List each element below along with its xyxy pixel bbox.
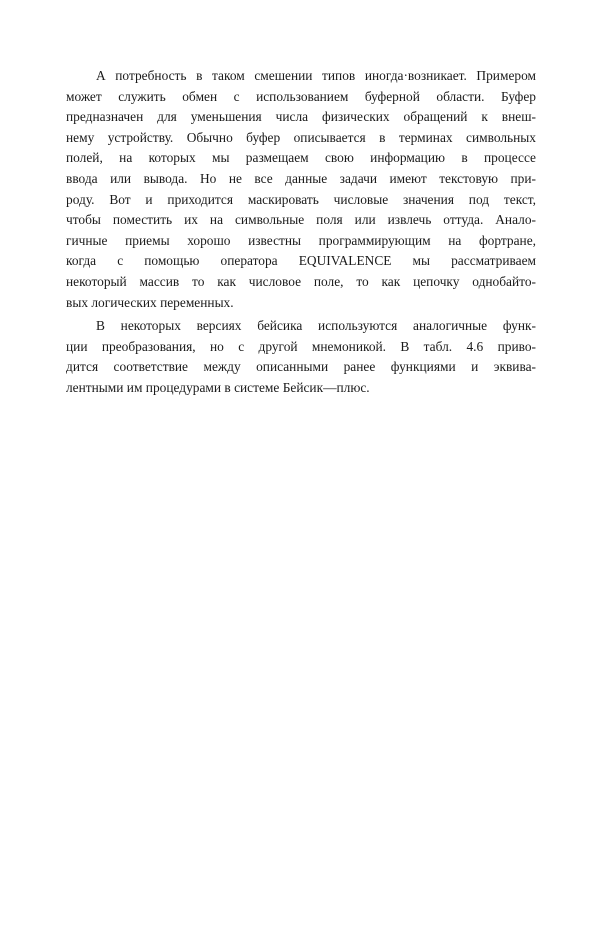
text-line: В некоторых версиях бейсика используются аналогичные функ- [96,318,536,334]
text-line: полей, на которых мы размещаем свою информацию в процессе [66,150,536,166]
paragraph-2 [66,316,536,398]
text-line: лентными им процедурами в системе Бейсик—плюс. [66,379,370,395]
text-line: ввода или вывода. Но не все данные задачи имеют текстовую при- [66,170,536,186]
paragraph-1 [66,66,536,313]
text-line: вых логических переменных. [66,294,234,310]
document-page [66,66,536,399]
text-line: предназначен для уменьшения числа физических обращений к внеш- [66,109,536,125]
text-line: нему устройству. Обычно буфер описывается в терминах символьных [66,129,536,145]
text-line: некоторый массив то как числовое поле, то как цепочку однобайто- [66,273,536,289]
text-line: когда с помощью оператора EQUIVALENCE мы рассматриваем [66,253,536,269]
text-line: роду. Вот и приходится маскировать числовые значения под текст, [66,191,536,207]
text-line: может служить обмен с использованием буферной области. Буфер [66,88,536,104]
text-line: дится соответствие между описанными ранее функциями и эквива- [66,359,536,375]
text-line: ции преобразования, но с другой мнемоникой. В табл. 4.6 приво- [66,338,536,354]
text-line: чтобы поместить их на символьные поля или извлечь оттуда. Анало- [66,212,536,228]
text-line: А потребность в таком смешении типов иногда·возникает. Примером [96,68,536,83]
text-line: гичные приемы хорошо известны программирующим на фортране, [66,232,536,248]
